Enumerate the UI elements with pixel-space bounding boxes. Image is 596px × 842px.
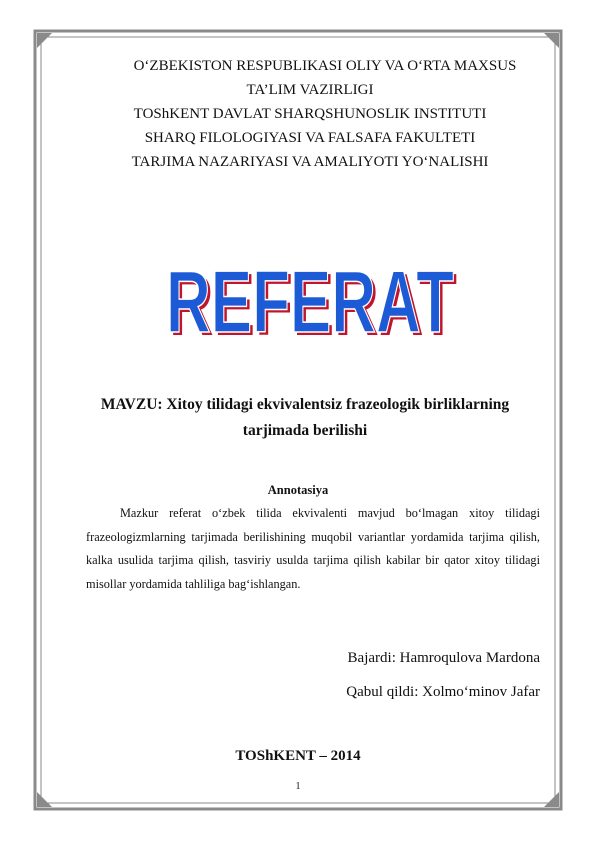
header-line-3: TOShKENT DAVLAT SHARQSHUNOSLIK INSTITUTI <box>133 106 487 122</box>
topic-title <box>70 392 540 444</box>
annotation-title: Annotasiya <box>267 483 329 497</box>
page-number: 1 <box>295 781 301 792</box>
header-line-4: SHARQ FILOLOGIYASI VA FALSAFA FAKULTETI <box>144 130 476 146</box>
annotation-body: Mazkur referat o‘zbek tilida ekvivalenti mavjud bo‘lmagan xitoy tilidagi frazeologizmlarning tarjimada berilishining muqobil variantlar yordamida tarjima qilish, kalka usulida tarjima qilish, tasviriy usulda tarjima qilish kabilar bir qator xitoy tilidagi misollar yordamida tahliliga bag‘ishlangan. <box>86 506 540 591</box>
header-line-2: TA’LIM VAZIRLIGI <box>246 82 374 98</box>
done-by-line: Bajardi: Hamroqulova Mardona <box>347 650 540 666</box>
topic-line-1: MAVZU: Xitoy tilidagi ekvivalentsiz frazeologik birliklarning <box>100 396 510 413</box>
institution-header <box>60 54 560 174</box>
referat-logo <box>150 262 470 342</box>
city-year: TOShKENT – 2014 <box>235 748 361 764</box>
logo-main-text: REFERAT <box>166 262 454 342</box>
checked-by-line: Qabul qildi: Xolmo‘minov Jafar <box>346 684 540 700</box>
logo-shadow-text: REFERAT <box>169 262 457 342</box>
header-line-5: TARJIMA NAZARIYASI VA AMALIYOTI YO‘NALISHI <box>131 154 489 170</box>
header-line-1: O‘ZBEKISTON RESPUBLIKASI OLIY VA O‘RTA MAXSUS <box>133 58 517 74</box>
topic-line-2: tarjimada berilishi <box>242 422 368 439</box>
